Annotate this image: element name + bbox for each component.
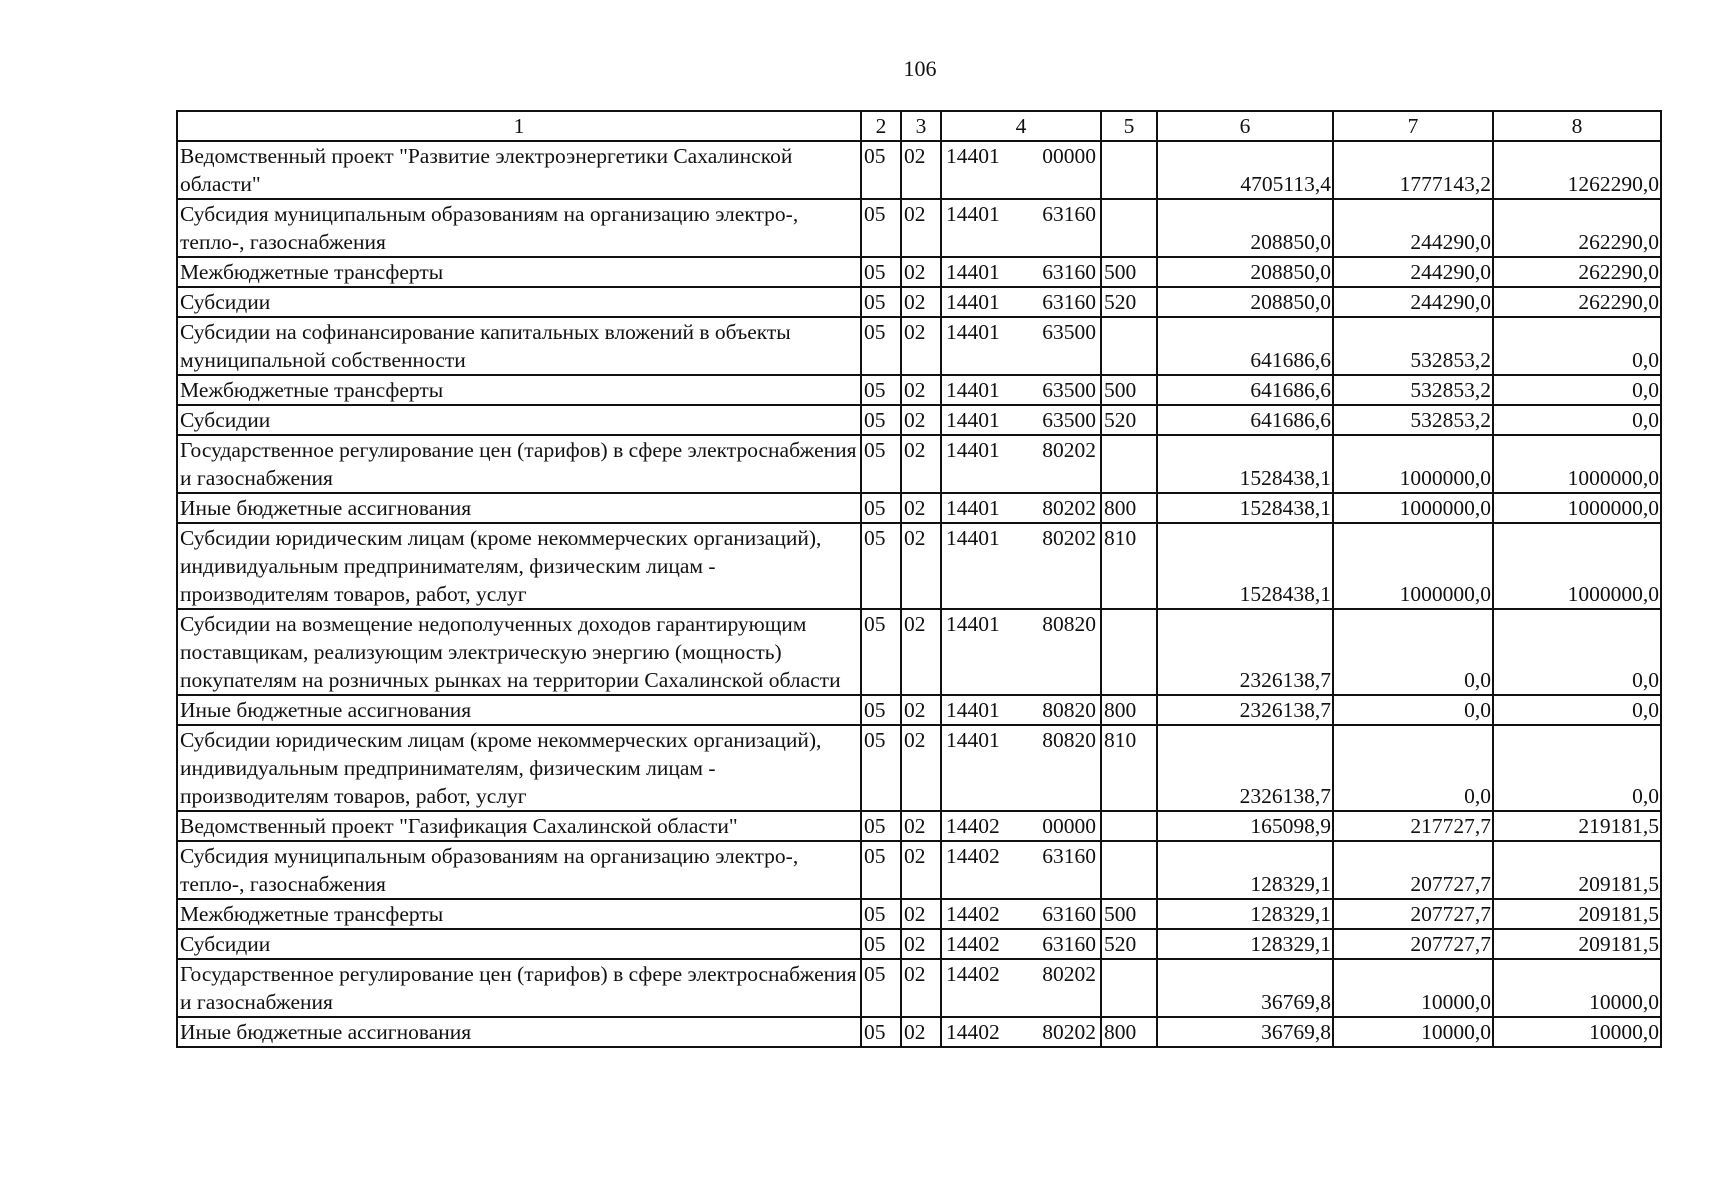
target-code-direction: 80820 xyxy=(1042,612,1096,636)
subsection-code: 02 xyxy=(901,405,941,435)
target-code-program: 14402 xyxy=(946,962,1000,986)
row-name: Субсидии на возмещение недополученных доходов гарантирующим поставщикам, реализующим электрическую энергию (мощность) покупателям на розничных рынках на территории Сахалинской области xyxy=(177,609,861,695)
amount-col6: 2326138,7 xyxy=(1157,695,1333,725)
target-code-parts xyxy=(946,494,1096,522)
target-code-program: 14401 xyxy=(946,144,1000,168)
section-code: 05 xyxy=(861,929,901,959)
header-cell: 1 xyxy=(177,111,861,141)
header-cell: 8 xyxy=(1493,111,1661,141)
target-code xyxy=(941,841,1101,899)
row-name: Иные бюджетные ассигнования xyxy=(177,1017,861,1047)
table-row xyxy=(177,405,1661,435)
section-code: 05 xyxy=(861,199,901,257)
amount-col8: 0,0 xyxy=(1493,695,1661,725)
target-code-program: 14401 xyxy=(946,202,1000,226)
table-row xyxy=(177,841,1661,899)
target-code-direction: 63160 xyxy=(1042,844,1096,868)
target-code xyxy=(941,493,1101,523)
target-code-direction: 80820 xyxy=(1042,728,1096,752)
section-code: 05 xyxy=(861,257,901,287)
target-code-program: 14401 xyxy=(946,496,1000,520)
table-row xyxy=(177,317,1661,375)
row-name: Иные бюджетные ассигнования xyxy=(177,695,861,725)
row-name: Ведомственный проект "Газификация Сахалинской области" xyxy=(177,811,861,841)
target-code xyxy=(941,375,1101,405)
row-name: Субсидии xyxy=(177,929,861,959)
expense-type-code: 500 xyxy=(1101,899,1157,929)
target-code-parts xyxy=(946,960,1096,988)
target-code-parts xyxy=(946,318,1096,346)
expense-type-code: 800 xyxy=(1101,493,1157,523)
expense-type-code xyxy=(1101,811,1157,841)
target-code-parts xyxy=(946,900,1096,928)
expense-type-code xyxy=(1101,435,1157,493)
subsection-code: 02 xyxy=(901,695,941,725)
amount-col6: 1528438,1 xyxy=(1157,523,1333,609)
expense-type-code: 800 xyxy=(1101,1017,1157,1047)
expense-type-code: 800 xyxy=(1101,695,1157,725)
section-code: 05 xyxy=(861,841,901,899)
expense-type-code xyxy=(1101,317,1157,375)
row-name: Субсидии на софинансирование капитальных вложений в объекты муниципальной собственности xyxy=(177,317,861,375)
target-code-direction: 63160 xyxy=(1042,290,1096,314)
section-code: 05 xyxy=(861,317,901,375)
amount-col6: 208850,0 xyxy=(1157,257,1333,287)
amount-col8: 209181,5 xyxy=(1493,929,1661,959)
subsection-code: 02 xyxy=(901,609,941,695)
target-code-direction: 80820 xyxy=(1042,698,1096,722)
table-row xyxy=(177,523,1661,609)
table-row xyxy=(177,199,1661,257)
amount-col7: 244290,0 xyxy=(1333,287,1493,317)
amount-col8: 262290,0 xyxy=(1493,199,1661,257)
target-code-program: 14402 xyxy=(946,932,1000,956)
amount-col8: 0,0 xyxy=(1493,405,1661,435)
row-name: Государственное регулирование цен (тарифов) в сфере электроснабжения и газоснабжения xyxy=(177,435,861,493)
target-code-direction: 63160 xyxy=(1042,202,1096,226)
amount-col6: 641686,6 xyxy=(1157,375,1333,405)
amount-col7: 0,0 xyxy=(1333,725,1493,811)
amount-col6: 128329,1 xyxy=(1157,929,1333,959)
expense-type-code xyxy=(1101,199,1157,257)
target-code xyxy=(941,811,1101,841)
amount-col8: 262290,0 xyxy=(1493,257,1661,287)
table-row xyxy=(177,493,1661,523)
target-code-parts xyxy=(946,258,1096,286)
section-code: 05 xyxy=(861,523,901,609)
target-code xyxy=(941,725,1101,811)
target-code-parts xyxy=(946,406,1096,434)
section-code: 05 xyxy=(861,609,901,695)
target-code-program: 14401 xyxy=(946,698,1000,722)
table-row xyxy=(177,695,1661,725)
expense-type-code: 500 xyxy=(1101,257,1157,287)
table-row xyxy=(177,257,1661,287)
amount-col7: 1000000,0 xyxy=(1333,523,1493,609)
target-code-program: 14402 xyxy=(946,814,1000,838)
row-name: Субсидии юридическим лицам (кроме некоммерческих организаций), индивидуальным предпринимателям, физическим лицам - производителям товаров, работ, услуг xyxy=(177,725,861,811)
amount-col8: 0,0 xyxy=(1493,609,1661,695)
subsection-code: 02 xyxy=(901,287,941,317)
target-code-direction: 63160 xyxy=(1042,260,1096,284)
row-name: Субсидия муниципальным образованиям на организацию электро-, тепло-, газоснабжения xyxy=(177,199,861,257)
target-code-direction: 80202 xyxy=(1042,496,1096,520)
amount-col7: 217727,7 xyxy=(1333,811,1493,841)
expense-type-code xyxy=(1101,959,1157,1017)
amount-col6: 128329,1 xyxy=(1157,841,1333,899)
target-code-parts xyxy=(946,812,1096,840)
row-name: Межбюджетные трансферты xyxy=(177,375,861,405)
target-code-parts xyxy=(946,726,1096,754)
table-row xyxy=(177,959,1661,1017)
amount-col8: 0,0 xyxy=(1493,725,1661,811)
section-code: 05 xyxy=(861,141,901,199)
target-code xyxy=(941,257,1101,287)
amount-col8: 10000,0 xyxy=(1493,1017,1661,1047)
row-name: Государственное регулирование цен (тарифов) в сфере электроснабжения и газоснабжения xyxy=(177,959,861,1017)
target-code xyxy=(941,929,1101,959)
section-code: 05 xyxy=(861,725,901,811)
target-code xyxy=(941,1017,1101,1047)
target-code xyxy=(941,199,1101,257)
target-code-parts xyxy=(946,930,1096,958)
expense-type-code: 520 xyxy=(1101,929,1157,959)
target-code-program: 14401 xyxy=(946,438,1000,462)
target-code xyxy=(941,959,1101,1017)
amount-col6: 208850,0 xyxy=(1157,287,1333,317)
target-code-program: 14401 xyxy=(946,378,1000,402)
target-code-program: 14402 xyxy=(946,1020,1000,1044)
subsection-code: 02 xyxy=(901,1017,941,1047)
target-code-program: 14402 xyxy=(946,844,1000,868)
target-code-parts xyxy=(946,288,1096,316)
table-row xyxy=(177,141,1661,199)
amount-col8: 1262290,0 xyxy=(1493,141,1661,199)
subsection-code: 02 xyxy=(901,493,941,523)
amount-col7: 207727,7 xyxy=(1333,929,1493,959)
target-code-direction: 80202 xyxy=(1042,438,1096,462)
amount-col8: 219181,5 xyxy=(1493,811,1661,841)
target-code-parts xyxy=(946,142,1096,170)
target-code-direction: 63500 xyxy=(1042,320,1096,344)
amount-col7: 207727,7 xyxy=(1333,841,1493,899)
amount-col6: 1528438,1 xyxy=(1157,493,1333,523)
amount-col6: 2326138,7 xyxy=(1157,609,1333,695)
target-code-parts xyxy=(946,200,1096,228)
header-row xyxy=(177,111,1661,141)
amount-col7: 244290,0 xyxy=(1333,257,1493,287)
target-code-program: 14401 xyxy=(946,728,1000,752)
expense-type-code: 810 xyxy=(1101,523,1157,609)
amount-col7: 244290,0 xyxy=(1333,199,1493,257)
target-code xyxy=(941,899,1101,929)
subsection-code: 02 xyxy=(901,899,941,929)
amount-col7: 10000,0 xyxy=(1333,959,1493,1017)
row-name: Субсидии юридическим лицам (кроме некоммерческих организаций), индивидуальным предпринимателям, физическим лицам - производителям товаров, работ, услуг xyxy=(177,523,861,609)
target-code-direction: 63160 xyxy=(1042,902,1096,926)
section-code: 05 xyxy=(861,959,901,1017)
amount-col6: 36769,8 xyxy=(1157,1017,1333,1047)
expense-type-code: 500 xyxy=(1101,375,1157,405)
amount-col7: 1000000,0 xyxy=(1333,493,1493,523)
amount-col7: 532853,2 xyxy=(1333,375,1493,405)
table-row xyxy=(177,811,1661,841)
section-code: 05 xyxy=(861,695,901,725)
subsection-code: 02 xyxy=(901,929,941,959)
amount-col6: 165098,9 xyxy=(1157,811,1333,841)
target-code-parts xyxy=(946,696,1096,724)
header-cell: 2 xyxy=(861,111,901,141)
amount-col7: 0,0 xyxy=(1333,609,1493,695)
header-cell: 7 xyxy=(1333,111,1493,141)
section-code: 05 xyxy=(861,375,901,405)
amount-col6: 4705113,4 xyxy=(1157,141,1333,199)
subsection-code: 02 xyxy=(901,375,941,405)
table-body xyxy=(177,141,1661,1047)
row-name: Субсидии xyxy=(177,287,861,317)
header-cell: 3 xyxy=(901,111,941,141)
amount-col6: 641686,6 xyxy=(1157,317,1333,375)
target-code xyxy=(941,695,1101,725)
expense-type-code xyxy=(1101,609,1157,695)
amount-col7: 1777143,2 xyxy=(1333,141,1493,199)
target-code-parts xyxy=(946,376,1096,404)
target-code-program: 14401 xyxy=(946,612,1000,636)
section-code: 05 xyxy=(861,899,901,929)
table-row xyxy=(177,435,1661,493)
target-code-program: 14401 xyxy=(946,260,1000,284)
target-code-direction: 80202 xyxy=(1042,526,1096,550)
target-code xyxy=(941,405,1101,435)
target-code xyxy=(941,435,1101,493)
row-name: Межбюджетные трансферты xyxy=(177,257,861,287)
header-cell: 6 xyxy=(1157,111,1333,141)
target-code xyxy=(941,523,1101,609)
target-code-parts xyxy=(946,524,1096,552)
subsection-code: 02 xyxy=(901,317,941,375)
target-code xyxy=(941,287,1101,317)
amount-col8: 209181,5 xyxy=(1493,899,1661,929)
amount-col8: 209181,5 xyxy=(1493,841,1661,899)
amount-col6: 1528438,1 xyxy=(1157,435,1333,493)
subsection-code: 02 xyxy=(901,523,941,609)
target-code-direction: 63500 xyxy=(1042,408,1096,432)
expense-type-code xyxy=(1101,141,1157,199)
amount-col7: 532853,2 xyxy=(1333,405,1493,435)
amount-col8: 0,0 xyxy=(1493,317,1661,375)
row-name: Межбюджетные трансферты xyxy=(177,899,861,929)
table-row xyxy=(177,899,1661,929)
target-code xyxy=(941,141,1101,199)
target-code-direction: 00000 xyxy=(1042,814,1096,838)
target-code-parts xyxy=(946,610,1096,638)
row-name: Субсидия муниципальным образованиям на организацию электро-, тепло-, газоснабжения xyxy=(177,841,861,899)
target-code-program: 14401 xyxy=(946,526,1000,550)
header-cell: 4 xyxy=(941,111,1101,141)
amount-col7: 532853,2 xyxy=(1333,317,1493,375)
expense-type-code: 520 xyxy=(1101,405,1157,435)
target-code-program: 14402 xyxy=(946,902,1000,926)
section-code: 05 xyxy=(861,811,901,841)
amount-col7: 207727,7 xyxy=(1333,899,1493,929)
subsection-code: 02 xyxy=(901,725,941,811)
target-code-program: 14401 xyxy=(946,290,1000,314)
table-row xyxy=(177,609,1661,695)
amount-col7: 0,0 xyxy=(1333,695,1493,725)
amount-col8: 1000000,0 xyxy=(1493,435,1661,493)
target-code-parts xyxy=(946,842,1096,870)
table-row xyxy=(177,287,1661,317)
target-code-direction: 80202 xyxy=(1042,962,1096,986)
section-code: 05 xyxy=(861,287,901,317)
table-row xyxy=(177,929,1661,959)
expense-type-code: 810 xyxy=(1101,725,1157,811)
amount-col6: 641686,6 xyxy=(1157,405,1333,435)
row-name: Иные бюджетные ассигнования xyxy=(177,493,861,523)
subsection-code: 02 xyxy=(901,959,941,1017)
table-row xyxy=(177,725,1661,811)
table-row xyxy=(177,375,1661,405)
amount-col8: 1000000,0 xyxy=(1493,523,1661,609)
amount-col8: 0,0 xyxy=(1493,375,1661,405)
subsection-code: 02 xyxy=(901,199,941,257)
target-code-parts xyxy=(946,1018,1096,1046)
page-number: 106 xyxy=(903,56,937,81)
section-code: 05 xyxy=(861,1017,901,1047)
target-code-direction: 63500 xyxy=(1042,378,1096,402)
amount-col6: 128329,1 xyxy=(1157,899,1333,929)
section-code: 05 xyxy=(861,405,901,435)
target-code-direction: 63160 xyxy=(1042,932,1096,956)
header-cell: 5 xyxy=(1101,111,1157,141)
amount-col8: 262290,0 xyxy=(1493,287,1661,317)
expense-type-code xyxy=(1101,841,1157,899)
row-name: Субсидии xyxy=(177,405,861,435)
amount-col8: 1000000,0 xyxy=(1493,493,1661,523)
budget-table xyxy=(176,110,1662,1048)
amount-col6: 2326138,7 xyxy=(1157,725,1333,811)
subsection-code: 02 xyxy=(901,841,941,899)
target-code xyxy=(941,317,1101,375)
subsection-code: 02 xyxy=(901,435,941,493)
amount-col7: 1000000,0 xyxy=(1333,435,1493,493)
amount-col6: 208850,0 xyxy=(1157,199,1333,257)
amount-col6: 36769,8 xyxy=(1157,959,1333,1017)
target-code-direction: 00000 xyxy=(1042,144,1096,168)
expense-type-code: 520 xyxy=(1101,287,1157,317)
row-name: Ведомственный проект "Развитие электроэнергетики Сахалинской области" xyxy=(177,141,861,199)
target-code-program: 14401 xyxy=(946,320,1000,344)
target-code xyxy=(941,609,1101,695)
target-code-program: 14401 xyxy=(946,408,1000,432)
target-code-parts xyxy=(946,436,1096,464)
section-code: 05 xyxy=(861,493,901,523)
table-row xyxy=(177,1017,1661,1047)
amount-col7: 10000,0 xyxy=(1333,1017,1493,1047)
subsection-code: 02 xyxy=(901,811,941,841)
target-code-direction: 80202 xyxy=(1042,1020,1096,1044)
section-code: 05 xyxy=(861,435,901,493)
subsection-code: 02 xyxy=(901,257,941,287)
subsection-code: 02 xyxy=(901,141,941,199)
amount-col8: 10000,0 xyxy=(1493,959,1661,1017)
